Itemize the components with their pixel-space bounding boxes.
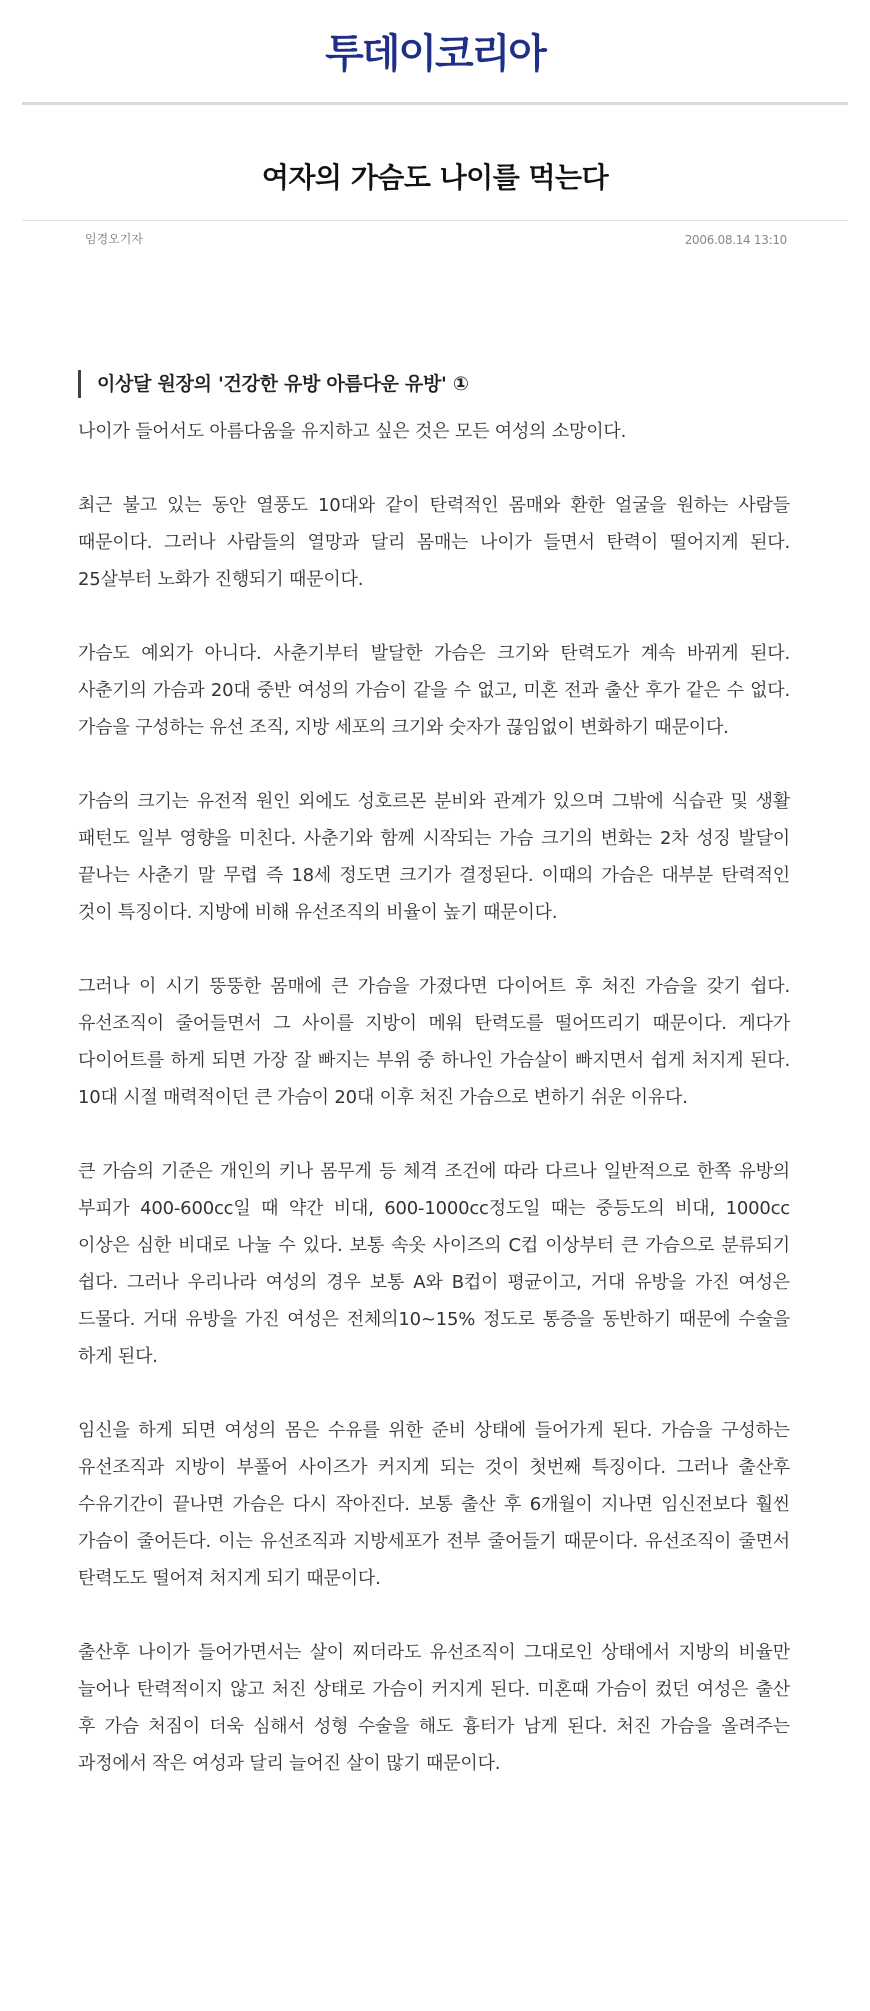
article-paragraph: 출산후 나이가 들어가면서는 살이 찌더라도 유선조직이 그대로인 상태에서 지방의 비율만 늘어나 탄력적이지 않고 처진 상태로 가슴이 커지게 된다. 미혼때 가슴이 컸던 여성은 출산 후 가슴 처짐이 더욱 심해서 성형 수술을 해도 흉터가 남게 된다. 처진 가슴을 올려주는 과정에서 작은 여성과 달리 늘어진 살이 많기 때문이다. [78,1642,790,1774]
publish-date: 2006.08.14 13:10 [684,233,787,247]
article-title: 여자의 가슴도 나이를 먹는다 [261,160,609,194]
article-paragraph: 가슴도 예외가 아니다. 사춘기부터 발달한 가슴은 크기와 탄력도가 계속 바뀌게 된다. 사춘기의 가슴과 20대 중반 여성의 가슴이 같을 수 없고, 미혼 전과 출산 후가 같은 수 없다. 가슴을 구성하는 유선 조직, 지방 세포의 크기와 숫자가 끊임없이 변화하기 때문이다. [78,643,790,738]
site-logo[interactable]: 투데이코리아 [325,31,545,77]
article-paragraph: 큰 가슴의 기준은 개인의 키나 몸무게 등 체격 조건에 따라 다르나 일반적으로 한쪽 유방의 부피가 400-600cc일 때 약간 비대, 600-1000cc정도일 때는 중등도의 비대, 1000cc 이상은 심한 비대로 나눌 수 있다. 보통 속옷 사이즈의 C컵 이상부터 큰 가슴으로 분류되기 쉽다. 그러나 우리나라 여성의 경우 보통 A와 B컵이 평균이고, 거대 유방을 가진 여성은 드물다. 거대 유방을 가진 여성은 전체의10~15% 정도로 통증을 동반하기 때문에 수술을 하게 된다. [78,1161,790,1367]
masthead [0,0,870,104]
title-divider [22,220,848,221]
masthead-divider [22,102,848,105]
article-paragraph: 나이가 들어서도 아름다움을 유지하고 싶은 것은 모든 여성의 소망이다. [78,421,627,442]
article-paragraph: 가슴의 크기는 유전적 원인 외에도 성호르몬 분비와 관계가 있으며 그밖에 식습관 및 생활 패턴도 일부 영향을 미친다. 사춘기와 함께 시작되는 가슴 크기의 변화는 2차 성징 발달이 끝나는 사춘기 말 무렵 즉 18세 정도면 크기가 결정된다. 이때의 가슴은 대부분 탄력적인 것이 특징이다. 지방에 비해 유선조직의 비율이 높기 때문이다. [78,791,790,923]
article-body [78,413,790,1819]
article-paragraph: 최근 불고 있는 동안 열풍도 10대와 같이 탄력적인 몸매와 환한 얼굴을 원하는 사람들 때문이다. 그러나 사람들의 열망과 달리 몸매는 나이가 들면서 탄력이 떨어지게 된다. 25살부터 노화가 진행되기 때문이다. [78,495,790,590]
article-paragraph: 그러나 이 시기 뚱뚱한 몸매에 큰 가슴을 가졌다면 다이어트 후 처진 가슴을 갖기 쉽다. 유선조직이 줄어들면서 그 사이를 지방이 메워 탄력도를 떨어뜨리기 때문이다. 게다가 다이어트를 하게 되면 가장 잘 빠지는 부위 중 하나인 가슴살이 빠지면서 쉽게 처지게 된다. 10대 시절 매력적이던 큰 가슴이 20대 이후 처진 가슴으로 변하기 쉬운 이유다. [78,976,790,1108]
article-subheading: 이상달 원장의 '건강한 유방 아름다운 유방' ① [78,370,817,398]
reporter-name: 임경오기자 [85,232,143,246]
article-paragraph: 임신을 하게 되면 여성의 몸은 수유를 위한 준비 상태에 들어가게 된다. 가슴을 구성하는 유선조직과 지방이 부풀어 사이즈가 커지게 되는 것이 첫번째 특징이다. 그러나 출산후 수유기간이 끝나면 가슴은 다시 작아진다. 보통 출산 후 6개월이 지나면 임신전보다 훨씬 가슴이 줄어든다. 이는 유선조직과 지방세포가 전부 줄어들기 때문이다. 유선조직이 줄면서 탄력도도 떨어져 처지게 되기 때문이다. [78,1420,790,1589]
